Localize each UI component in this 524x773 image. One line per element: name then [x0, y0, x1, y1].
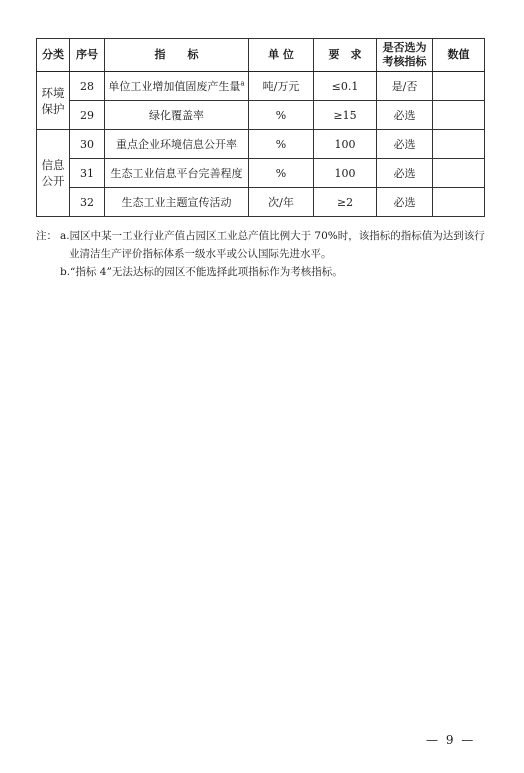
note-a-continuation: 业清洁生产评价指标体系一级水平或公认国际先进水平。	[69, 248, 332, 260]
value-cell[interactable]	[433, 159, 485, 188]
seq-cell: 31	[70, 159, 105, 188]
page-number: — 9 —	[426, 733, 476, 747]
category-line1: 环境	[41, 85, 65, 100]
note-a-line2	[36, 245, 488, 263]
indicator-table	[36, 38, 485, 217]
header-value: 数值	[433, 39, 485, 72]
value-cell[interactable]	[433, 72, 485, 101]
header-indicator: 指 标	[105, 39, 249, 72]
table-row	[37, 72, 485, 101]
requirement-cell: 100	[314, 159, 377, 188]
value-cell[interactable]	[433, 188, 485, 217]
seq-cell: 28	[70, 72, 105, 101]
requirement-cell: ≤0.1	[314, 72, 377, 101]
indicator-cell: 生态工业主题宣传活动	[105, 188, 249, 217]
requirement-cell: ≥2	[314, 188, 377, 217]
note-a-line1	[36, 227, 488, 245]
seq-cell: 29	[70, 101, 105, 130]
unit-cell: %	[249, 159, 314, 188]
table-row	[37, 101, 485, 130]
seq-cell: 30	[70, 130, 105, 159]
unit-cell: 次/年	[249, 188, 314, 217]
value-cell[interactable]	[433, 101, 485, 130]
table-row	[37, 188, 485, 217]
selection-cell: 是/否	[377, 72, 433, 101]
note-b-line	[36, 263, 488, 281]
category-cell-environment	[37, 72, 70, 130]
seq-cell: 32	[70, 188, 105, 217]
header-selection	[377, 39, 433, 72]
requirement-cell: ≥15	[314, 101, 377, 130]
table-row	[37, 130, 485, 159]
header-requirement: 要 求	[314, 39, 377, 72]
category-line2: 保护	[41, 101, 65, 116]
note-b-text: b.“指标 4”无法达标的园区不能选择此项指标作为考核指标。	[60, 266, 343, 278]
header-selection-line1: 是否选为	[382, 41, 427, 54]
table-row	[37, 159, 485, 188]
indicator-cell: 重点企业环境信息公开率	[105, 130, 249, 159]
header-category: 分类	[37, 39, 70, 72]
header-selection-line2: 考核指标	[382, 55, 427, 68]
unit-cell: %	[249, 130, 314, 159]
selection-cell: 必选	[377, 101, 433, 130]
header-unit: 单 位	[249, 39, 314, 72]
indicator-cell: 绿化覆盖率	[105, 101, 249, 130]
header-seq: 序号	[70, 39, 105, 72]
category-cell-disclosure	[37, 130, 70, 217]
note-prefix: 注：	[36, 230, 57, 242]
requirement-cell: 100	[314, 130, 377, 159]
selection-cell: 必选	[377, 159, 433, 188]
value-cell[interactable]	[433, 130, 485, 159]
note-a-text: a.园区中某一工业行业产值占园区工业总产值比例大于 70%时，该指标的指标值为达到该行	[60, 230, 485, 242]
indicator-cell	[105, 72, 249, 101]
unit-cell: %	[249, 101, 314, 130]
indicator-cell: 生态工业信息平台完善程度	[105, 159, 249, 188]
table-notes	[36, 227, 488, 281]
footnote-mark: a	[240, 79, 245, 88]
category-line1: 信息	[41, 158, 65, 172]
indicator-text: 单位工业增加值固废产生量	[108, 80, 241, 93]
category-line2: 公开	[41, 174, 65, 188]
unit-cell: 吨/万元	[249, 72, 314, 101]
table-header-row	[37, 39, 485, 72]
selection-cell: 必选	[377, 188, 433, 217]
selection-cell: 必选	[377, 130, 433, 159]
